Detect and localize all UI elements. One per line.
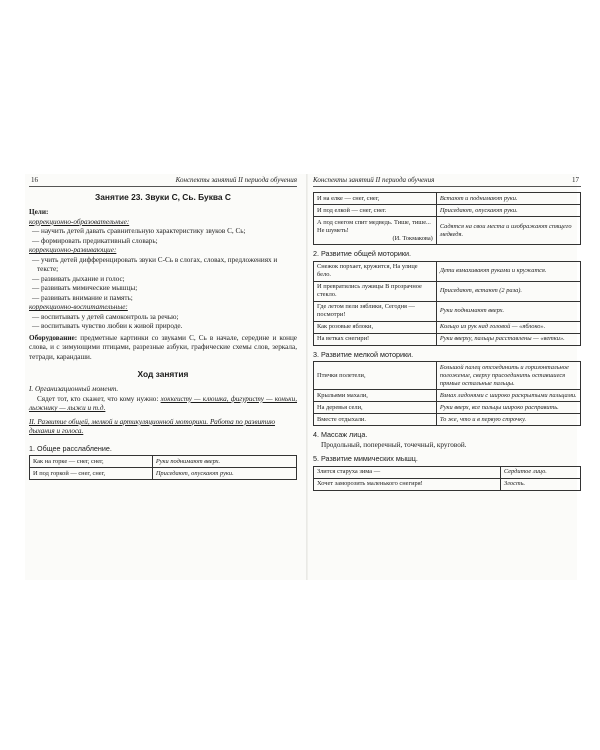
page-number: 16	[31, 176, 38, 184]
table-row	[314, 321, 581, 333]
verse-cell	[314, 217, 437, 245]
running-title: Конспекты занятий II периода обучения	[313, 176, 435, 184]
action-cell: Руки вверху, пальцы расставлены — «ветки».	[436, 333, 580, 345]
action-cell: Дети взмахивают руками и кружатся.	[436, 261, 580, 281]
section5-title: 5. Развитие мимических мышц.	[313, 454, 418, 463]
exercise-table-top	[313, 192, 581, 245]
verse-cell: И превратились лужицы В прозрачное стекло.	[314, 281, 437, 301]
goal-item: — развивать внимание и память;	[32, 293, 133, 302]
table-row	[314, 281, 581, 301]
verse-cell: На ветках снегири!	[314, 333, 437, 345]
table-row	[314, 414, 581, 426]
verse-cell: И под елкой — снег, снег.	[314, 205, 437, 217]
action-cell: Кольцо из рук над головой — «яблоко».	[436, 321, 580, 333]
right-page	[313, 174, 581, 580]
table-row	[314, 466, 581, 478]
table-row	[314, 333, 581, 345]
equipment-paragraph	[29, 334, 297, 363]
equipment-text: предметные картинки со звуками С, Сь в начале, середине и конце слова, и с зимующими птицами, разрезные азбуки, графические схемы слов, зеркала, тетради, карандаши.	[29, 333, 297, 361]
verse-cell: Снежок порхает, кружится, На улице бело.	[314, 261, 437, 281]
section4-text: Продольный, поперечный, точечный, круговой.	[321, 440, 467, 449]
running-title: Конспекты занятий II периода обучения	[175, 176, 297, 184]
action-cell: Злость.	[500, 478, 580, 490]
action-cell: Руки поднимают вверх.	[152, 456, 296, 468]
action-cell: Сердитое лицо.	[500, 466, 580, 478]
lesson-title: Занятие 23. Звуки С, Сь. Буква С	[95, 192, 231, 202]
correctional-developmental-label: коррекционно-развивающие:	[29, 246, 117, 255]
section1-text	[29, 395, 297, 414]
book-spread	[25, 174, 577, 580]
left-page	[29, 174, 297, 580]
action-cell: Взмах ладонями с широко раскрытыми пальцами.	[436, 390, 580, 402]
course-title: Ход занятия	[137, 369, 189, 380]
action-cell: Руки вверх, все пальцы широко расправить.	[436, 402, 580, 414]
exercise-table-3	[313, 361, 581, 426]
verse-cell: Вместе отдыхали.	[314, 414, 437, 426]
action-cell: Встают и поднимают руки.	[436, 193, 580, 205]
exercise-table-5	[313, 466, 581, 491]
table-row	[30, 456, 297, 468]
goal-item: — развивать дыхание и голос;	[32, 274, 125, 283]
verse-author: (И. Токмакова)	[392, 234, 433, 242]
verse-cell: И на елке — снег, снег,	[314, 193, 437, 205]
section4-title: 4. Массаж лица.	[313, 430, 368, 439]
running-header	[29, 174, 297, 187]
section1-intro: Сядет тот, кто скажет, что кому нужно:	[37, 394, 159, 403]
goal-item: — воспитывать у детей самоконтроль за речью;	[32, 312, 179, 321]
verse-cell: И под горкой — снег, снег,	[30, 468, 153, 480]
table-row	[314, 261, 581, 281]
exercise-table-1	[29, 455, 297, 480]
section1-example: хоккеисту — клюшка, фигуристу — коньки, лыжнику — лыжи и т.д.	[29, 394, 298, 413]
page-number: 17	[572, 176, 579, 184]
table-row	[314, 301, 581, 321]
action-cell: Приседают, встают (2 раза).	[436, 281, 580, 301]
running-header	[313, 174, 581, 187]
goal-item: — научить детей давать сравнительную характеристику звуков С, Сь;	[32, 227, 246, 236]
action-cell: Приседают, опускают руки.	[436, 205, 580, 217]
section2-title: 2. Развитие общей моторики.	[313, 249, 412, 258]
action-cell: Приседают, опускают руки.	[152, 468, 296, 480]
verse-text: А под снегом спит медведь. Тише, тише... Не шуметь!	[317, 218, 431, 234]
book-fold	[306, 174, 308, 580]
section3-title: 3. Развитие мелкой моторики.	[313, 349, 414, 359]
verse-cell: Как на горке — снег, снег,	[30, 456, 153, 468]
table-row	[314, 193, 581, 205]
correctional-upbringing-label: коррекционно-воспитательные:	[29, 303, 128, 312]
exercise-table-2	[313, 261, 581, 346]
table-row	[314, 217, 581, 245]
goal-item: — учить детей дифференцировать звуки С-Сь в слогах, словах, предложениях и тексте;	[32, 255, 278, 274]
table-row	[314, 478, 581, 490]
goal-item: — формировать предикативный словарь;	[32, 236, 158, 245]
goal-item: — развивать мимические мышцы;	[32, 284, 138, 293]
action-cell: То же, что и в первую строчку.	[436, 414, 580, 426]
table-row	[314, 362, 581, 390]
action-cell: Руки поднимают вверх.	[436, 301, 580, 321]
verse-cell: Хочет заморозить маленького снегиря!	[314, 478, 501, 490]
verse-cell: Злится старуха зима —	[314, 466, 501, 478]
verse-cell: Где летом пели зяблики, Сегодня — посмотри!	[314, 301, 437, 321]
table-row	[314, 402, 581, 414]
table-row	[314, 390, 581, 402]
section1-title: I. Организационный момент.	[29, 385, 119, 394]
table-row	[314, 205, 581, 217]
correctional-educational-label: коррекционно-образовательные:	[29, 217, 130, 226]
table-row	[30, 468, 297, 480]
verse-cell: Крыльями махали,	[314, 390, 437, 402]
verse-cell: Как розовые яблоки,	[314, 321, 437, 333]
subsection1-title: 1. Общее расслабление.	[29, 443, 112, 453]
verse-cell: На деревья сели,	[314, 402, 437, 414]
goal-item: — воспитывать чувство любви к живой природе.	[32, 322, 183, 331]
verse-cell: Птички полетели,	[314, 362, 437, 390]
equipment-label: Оборудование:	[29, 333, 78, 342]
section2-title: II. Развитие общей, мелкой и артикуляционной моторики. Работа по развитию дыхания и голоса.	[29, 417, 276, 436]
goals-label: Цели:	[29, 208, 49, 217]
action-cell: Садятся на свои места и изображают спящего медведя.	[436, 217, 580, 245]
action-cell: Большой палец отсоединить и горизонтальное положение, сверху присоединить оставшиеся прямые остальные пальцы.	[436, 362, 580, 390]
